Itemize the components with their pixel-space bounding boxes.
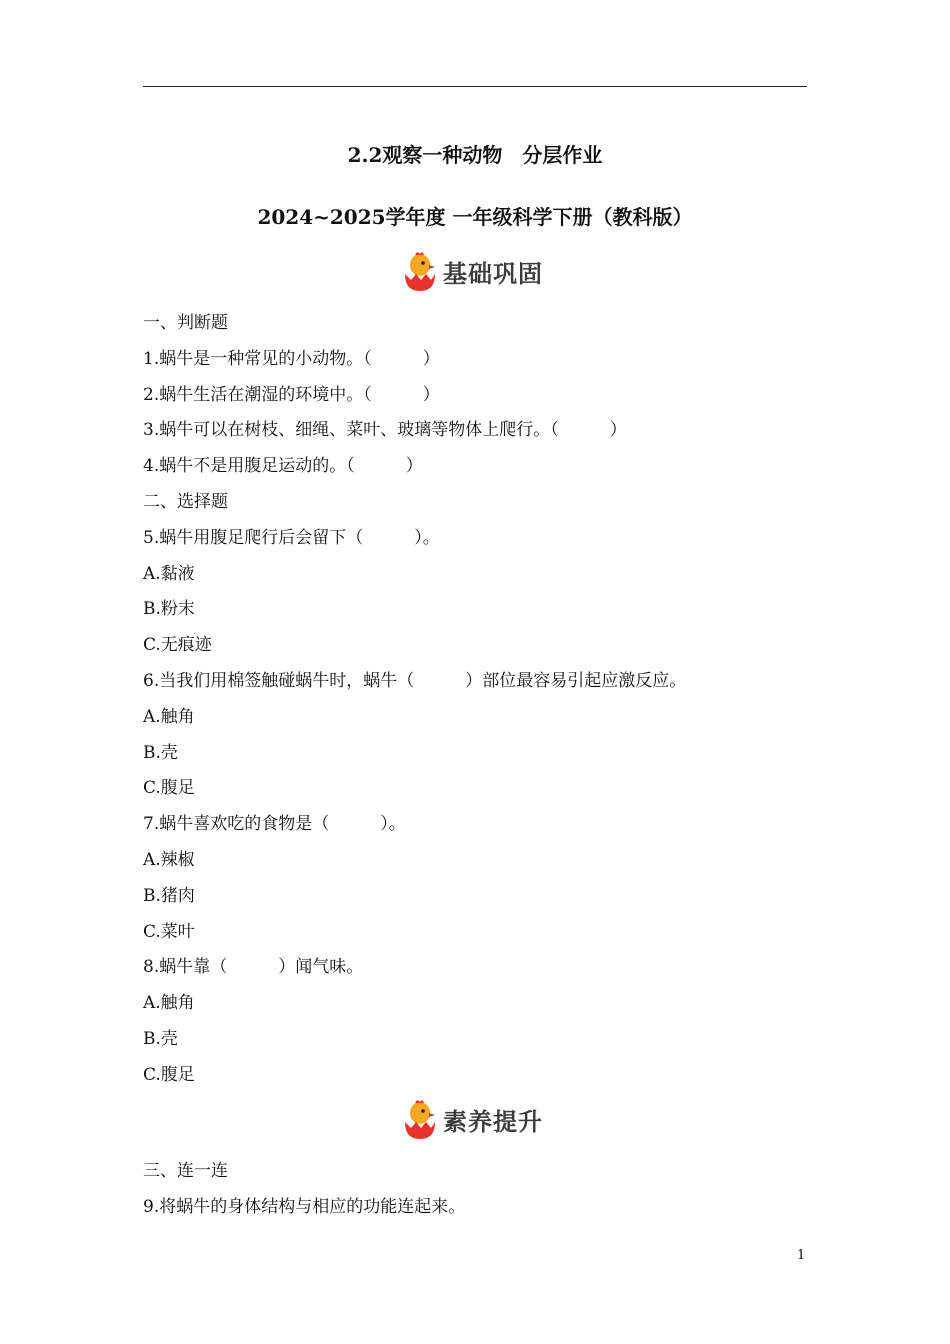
text-line: B.壳 bbox=[143, 1029, 178, 1049]
section-badge-basic bbox=[403, 249, 543, 293]
text-line: 2.蜗牛生活在潮湿的环境中。（ ） bbox=[143, 384, 440, 405]
text-line: 6.当我们用棉签触碰蜗牛时，蜗牛（ ）部位最容易引起应激反应。 bbox=[143, 671, 687, 691]
text-line: 二、选择题 bbox=[143, 492, 228, 512]
text-line: B.猪肉 bbox=[143, 885, 195, 906]
text-line: 4.蜗牛不是用腹足运动的。（ ） bbox=[143, 456, 423, 477]
text-line: 1.蜗牛是一种常见的小动物。（ ） bbox=[143, 348, 440, 369]
text-line: B.粉末 bbox=[143, 599, 195, 620]
text-line: 9.将蜗牛的身体结构与相应的功能连起来。 bbox=[143, 1197, 466, 1217]
badge-label-advanced: 素养提升 bbox=[443, 1107, 543, 1136]
text-line: B.壳 bbox=[143, 742, 178, 763]
text-line: 8.蜗牛靠（ ）闻气味。 bbox=[143, 957, 364, 978]
text-line: A.触角 bbox=[143, 993, 195, 1014]
section-badge-advanced bbox=[403, 1097, 543, 1141]
text-line: 一、判断题 bbox=[143, 313, 228, 333]
badge-label-basic: 基础巩固 bbox=[443, 259, 543, 288]
header-rule bbox=[143, 86, 807, 87]
text-line: C.腹足 bbox=[143, 778, 195, 799]
text-line: 7.蜗牛喜欢吃的食物是（ ）。 bbox=[143, 814, 406, 835]
text-line: 3.蜗牛可以在树枝、细绳、菜叶、玻璃等物体上爬行。（ ） bbox=[143, 420, 627, 441]
document-title: 2.2观察一种动物 分层作业 bbox=[347, 143, 603, 167]
text-line: A.辣椒 bbox=[143, 850, 195, 870]
document-subtitle: 2024~2025学年度 一年级科学下册（教科版） bbox=[257, 205, 693, 229]
chick-egg-icon bbox=[403, 250, 437, 292]
text-line: 三、连一连 bbox=[143, 1161, 228, 1181]
text-line: 5.蜗牛用腹足爬行后会留下（ ）。 bbox=[143, 527, 440, 548]
text-line: C.无痕迹 bbox=[143, 635, 212, 656]
text-line: C.腹足 bbox=[143, 1064, 195, 1085]
page-number: 1 bbox=[797, 1248, 806, 1263]
text-line: A.黏液 bbox=[143, 563, 195, 584]
text-line: A.触角 bbox=[143, 706, 195, 727]
chick-egg-icon bbox=[403, 1098, 437, 1140]
text-line: C.菜叶 bbox=[143, 921, 195, 942]
